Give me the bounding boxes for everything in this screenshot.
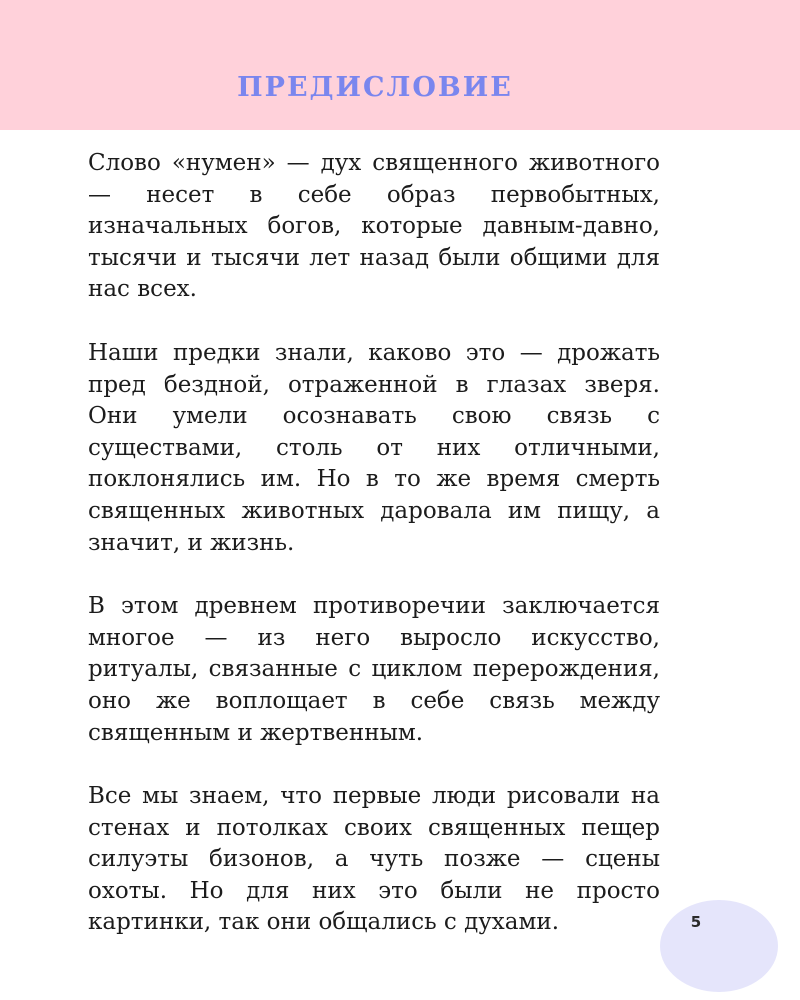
paragraph-1: Слово «нумен» — дух священного животного — несет в себе образ первобытных, изначальных богов, которые давным-давно, тысячи и тысячи лет назад были общими для нас всех. [88,150,660,303]
chapter-title: ПРЕДИСЛОВИЕ [237,72,513,103]
page-number: 5 [690,913,702,931]
header-band [0,0,800,130]
paragraph-2: Наши предки знали, каково это — дрожать пред бездной, отраженной в глазах зверя. Они умели осознавать свою связь с существами, столь от них отличными, поклонялись им. Но в то же время смерть священных животных даровала им пищу, а значит, и жизнь. [88,339,660,556]
paragraph-3: В этом древнем противоречии заключается многое — из него выросло искусство, ритуалы, связанные с циклом перерождения, оно же воплощает в себе связь между священным и жертвенным. [88,593,660,746]
paragraph-4: Все мы знаем, что первые люди рисовали на стенах и потолках своих священных пещер силуэты бизонов, а чуть позже — сцены охоты. Но для них это были не просто картинки, так они общались с духами. [88,783,660,936]
body-text [88,148,660,971]
page-number-badge [660,900,778,992]
